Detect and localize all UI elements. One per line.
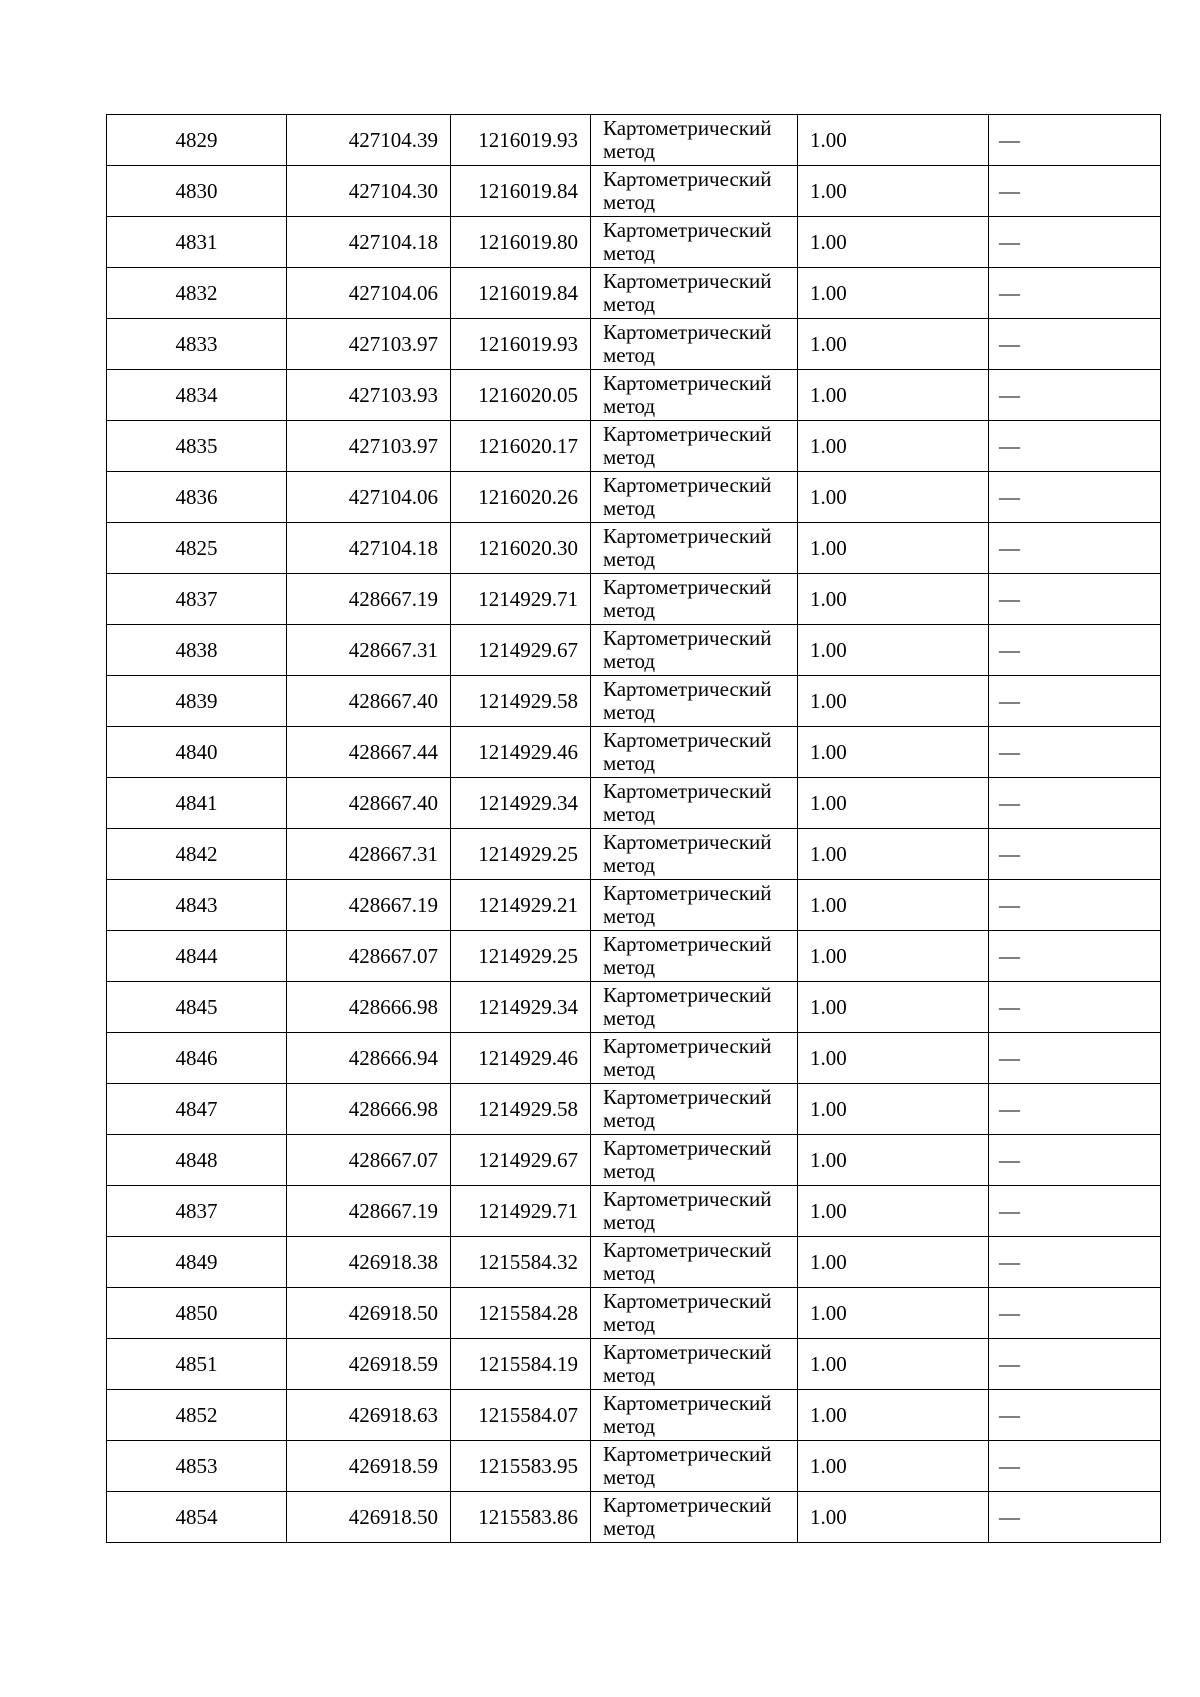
x-coordinate-cell: 426918.50 [287, 1288, 451, 1339]
method-text-line: Картометрический [603, 728, 772, 752]
description-cell: — [989, 727, 1161, 778]
method-text-line: метод [603, 1465, 656, 1489]
accuracy-cell: 1.00 [798, 676, 989, 727]
y-coordinate-cell: 1214929.34 [451, 982, 591, 1033]
method-cell [591, 1390, 798, 1441]
table-row [107, 472, 1161, 523]
y-coordinate-cell: 1214929.71 [451, 574, 591, 625]
coordinates-table [106, 114, 1161, 1543]
description-cell: — [989, 1441, 1161, 1492]
method-text-line: Картометрический [603, 1136, 772, 1160]
point-number-cell: 4825 [107, 523, 287, 574]
point-number-cell: 4846 [107, 1033, 287, 1084]
method-text-line: Картометрический [603, 1034, 772, 1058]
method-cell [591, 1084, 798, 1135]
coordinates-table-body [107, 115, 1161, 1543]
x-coordinate-cell: 428667.31 [287, 829, 451, 880]
accuracy-cell: 1.00 [798, 166, 989, 217]
table-row [107, 982, 1161, 1033]
description-cell: — [989, 268, 1161, 319]
accuracy-cell: 1.00 [798, 1033, 989, 1084]
description-cell: — [989, 523, 1161, 574]
method-text-line: метод [603, 1057, 656, 1081]
y-coordinate-cell: 1215583.95 [451, 1441, 591, 1492]
x-coordinate-cell: 428667.31 [287, 625, 451, 676]
x-coordinate-cell: 427103.97 [287, 319, 451, 370]
description-cell: — [989, 472, 1161, 523]
method-text-line: метод [603, 292, 656, 316]
y-coordinate-cell: 1216019.93 [451, 319, 591, 370]
method-text-line: Картометрический [603, 1289, 772, 1313]
method-text-line: метод [603, 751, 656, 775]
y-coordinate-cell: 1214929.46 [451, 727, 591, 778]
accuracy-cell: 1.00 [798, 523, 989, 574]
point-number-cell: 4832 [107, 268, 287, 319]
method-text-line: Картометрический [603, 116, 772, 140]
y-coordinate-cell: 1215584.07 [451, 1390, 591, 1441]
method-cell [591, 574, 798, 625]
method-cell [591, 727, 798, 778]
method-cell [591, 1492, 798, 1543]
method-text-line: Картометрический [603, 1442, 772, 1466]
x-coordinate-cell: 428667.44 [287, 727, 451, 778]
table-row [107, 1237, 1161, 1288]
method-text-line: Картометрический [603, 1187, 772, 1211]
method-text-line: Картометрический [603, 218, 772, 242]
accuracy-cell: 1.00 [798, 727, 989, 778]
point-number-cell: 4845 [107, 982, 287, 1033]
accuracy-cell: 1.00 [798, 1441, 989, 1492]
point-number-cell: 4852 [107, 1390, 287, 1441]
method-cell [591, 880, 798, 931]
x-coordinate-cell: 428666.98 [287, 982, 451, 1033]
point-number-cell: 4829 [107, 115, 287, 166]
accuracy-cell: 1.00 [798, 217, 989, 268]
method-text-line: Картометрический [603, 830, 772, 854]
method-cell [591, 268, 798, 319]
method-text-line: метод [603, 955, 656, 979]
description-cell: — [989, 217, 1161, 268]
table-row [107, 676, 1161, 727]
accuracy-cell: 1.00 [798, 1390, 989, 1441]
method-text-line: метод [603, 1006, 656, 1030]
description-cell: — [989, 319, 1161, 370]
description-cell: — [989, 778, 1161, 829]
accuracy-cell: 1.00 [798, 982, 989, 1033]
y-coordinate-cell: 1214929.34 [451, 778, 591, 829]
point-number-cell: 4833 [107, 319, 287, 370]
x-coordinate-cell: 426918.38 [287, 1237, 451, 1288]
x-coordinate-cell: 428667.07 [287, 931, 451, 982]
table-row [107, 1390, 1161, 1441]
x-coordinate-cell: 427104.18 [287, 523, 451, 574]
method-text-line: метод [603, 394, 656, 418]
method-text-line: метод [603, 904, 656, 928]
method-text-line: метод [603, 445, 656, 469]
table-row [107, 1288, 1161, 1339]
table-row [107, 115, 1161, 166]
y-coordinate-cell: 1214929.25 [451, 829, 591, 880]
description-cell: — [989, 370, 1161, 421]
method-text-line: метод [603, 343, 656, 367]
table-row [107, 829, 1161, 880]
accuracy-cell: 1.00 [798, 880, 989, 931]
x-coordinate-cell: 428667.07 [287, 1135, 451, 1186]
method-text-line: Картометрический [603, 269, 772, 293]
accuracy-cell: 1.00 [798, 1186, 989, 1237]
point-number-cell: 4839 [107, 676, 287, 727]
y-coordinate-cell: 1216019.84 [451, 268, 591, 319]
x-coordinate-cell: 428667.19 [287, 880, 451, 931]
y-coordinate-cell: 1214929.67 [451, 625, 591, 676]
x-coordinate-cell: 427103.93 [287, 370, 451, 421]
method-text-line: Картометрический [603, 677, 772, 701]
method-text-line: метод [603, 649, 656, 673]
table-row [107, 1441, 1161, 1492]
y-coordinate-cell: 1216020.26 [451, 472, 591, 523]
method-text-line: Картометрический [603, 1340, 772, 1364]
method-cell [591, 1237, 798, 1288]
y-coordinate-cell: 1216019.80 [451, 217, 591, 268]
table-row [107, 1186, 1161, 1237]
method-text-line: метод [603, 802, 656, 826]
point-number-cell: 4837 [107, 1186, 287, 1237]
y-coordinate-cell: 1214929.25 [451, 931, 591, 982]
point-number-cell: 4831 [107, 217, 287, 268]
method-text-line: метод [603, 1363, 656, 1387]
method-text-line: метод [603, 700, 656, 724]
method-text-line: метод [603, 190, 656, 214]
method-cell [591, 217, 798, 268]
method-text-line: Картометрический [603, 1493, 772, 1517]
x-coordinate-cell: 427104.06 [287, 268, 451, 319]
method-text-line: Картометрический [603, 983, 772, 1007]
x-coordinate-cell: 427103.97 [287, 421, 451, 472]
description-cell: — [989, 421, 1161, 472]
table-row [107, 880, 1161, 931]
x-coordinate-cell: 428667.40 [287, 676, 451, 727]
description-cell: — [989, 1492, 1161, 1543]
y-coordinate-cell: 1215584.32 [451, 1237, 591, 1288]
accuracy-cell: 1.00 [798, 472, 989, 523]
x-coordinate-cell: 427104.06 [287, 472, 451, 523]
x-coordinate-cell: 427104.39 [287, 115, 451, 166]
x-coordinate-cell: 426918.59 [287, 1441, 451, 1492]
x-coordinate-cell: 427104.30 [287, 166, 451, 217]
table-row [107, 778, 1161, 829]
table-row [107, 1135, 1161, 1186]
point-number-cell: 4837 [107, 574, 287, 625]
method-cell [591, 166, 798, 217]
table-row [107, 1033, 1161, 1084]
method-cell [591, 625, 798, 676]
method-text-line: метод [603, 1261, 656, 1285]
x-coordinate-cell: 427104.18 [287, 217, 451, 268]
description-cell: — [989, 982, 1161, 1033]
table-row [107, 268, 1161, 319]
accuracy-cell: 1.00 [798, 625, 989, 676]
point-number-cell: 4850 [107, 1288, 287, 1339]
accuracy-cell: 1.00 [798, 829, 989, 880]
accuracy-cell: 1.00 [798, 370, 989, 421]
point-number-cell: 4854 [107, 1492, 287, 1543]
point-number-cell: 4847 [107, 1084, 287, 1135]
description-cell: — [989, 931, 1161, 982]
method-cell [591, 829, 798, 880]
description-cell: — [989, 1390, 1161, 1441]
accuracy-cell: 1.00 [798, 1237, 989, 1288]
table-row [107, 625, 1161, 676]
table-row [107, 931, 1161, 982]
accuracy-cell: 1.00 [798, 1084, 989, 1135]
method-cell [591, 1288, 798, 1339]
method-cell [591, 523, 798, 574]
point-number-cell: 4853 [107, 1441, 287, 1492]
point-number-cell: 4841 [107, 778, 287, 829]
point-number-cell: 4848 [107, 1135, 287, 1186]
description-cell: — [989, 1135, 1161, 1186]
point-number-cell: 4843 [107, 880, 287, 931]
accuracy-cell: 1.00 [798, 1492, 989, 1543]
y-coordinate-cell: 1216020.05 [451, 370, 591, 421]
y-coordinate-cell: 1216020.17 [451, 421, 591, 472]
description-cell: — [989, 676, 1161, 727]
description-cell: — [989, 115, 1161, 166]
description-cell: — [989, 1084, 1161, 1135]
point-number-cell: 4830 [107, 166, 287, 217]
method-text-line: Картометрический [603, 932, 772, 956]
description-cell: — [989, 829, 1161, 880]
y-coordinate-cell: 1214929.71 [451, 1186, 591, 1237]
method-text-line: метод [603, 547, 656, 571]
method-cell [591, 778, 798, 829]
y-coordinate-cell: 1216019.84 [451, 166, 591, 217]
method-text-line: Картометрический [603, 1238, 772, 1262]
method-cell [591, 115, 798, 166]
method-text-line: метод [603, 241, 656, 265]
description-cell: — [989, 625, 1161, 676]
description-cell: — [989, 1033, 1161, 1084]
accuracy-cell: 1.00 [798, 115, 989, 166]
method-text-line: Картометрический [603, 575, 772, 599]
y-coordinate-cell: 1214929.67 [451, 1135, 591, 1186]
method-text-line: метод [603, 1516, 656, 1540]
method-text-line: метод [603, 1159, 656, 1183]
accuracy-cell: 1.00 [798, 778, 989, 829]
table-row [107, 370, 1161, 421]
point-number-cell: 4851 [107, 1339, 287, 1390]
method-text-line: метод [603, 139, 656, 163]
method-cell [591, 982, 798, 1033]
y-coordinate-cell: 1214929.46 [451, 1033, 591, 1084]
x-coordinate-cell: 426918.59 [287, 1339, 451, 1390]
method-text-line: Картометрический [603, 1085, 772, 1109]
y-coordinate-cell: 1215584.19 [451, 1339, 591, 1390]
point-number-cell: 4840 [107, 727, 287, 778]
accuracy-cell: 1.00 [798, 1288, 989, 1339]
method-text-line: метод [603, 1210, 656, 1234]
method-text-line: Картометрический [603, 422, 772, 446]
method-text-line: метод [603, 496, 656, 520]
description-cell: — [989, 166, 1161, 217]
method-text-line: метод [603, 598, 656, 622]
description-cell: — [989, 1186, 1161, 1237]
x-coordinate-cell: 428666.98 [287, 1084, 451, 1135]
x-coordinate-cell: 428666.94 [287, 1033, 451, 1084]
x-coordinate-cell: 426918.63 [287, 1390, 451, 1441]
y-coordinate-cell: 1215584.28 [451, 1288, 591, 1339]
y-coordinate-cell: 1215583.86 [451, 1492, 591, 1543]
accuracy-cell: 1.00 [798, 1135, 989, 1186]
accuracy-cell: 1.00 [798, 574, 989, 625]
point-number-cell: 4836 [107, 472, 287, 523]
table-row [107, 574, 1161, 625]
method-cell [591, 1135, 798, 1186]
method-cell [591, 1033, 798, 1084]
method-text-line: метод [603, 1414, 656, 1438]
method-cell [591, 1186, 798, 1237]
description-cell: — [989, 880, 1161, 931]
description-cell: — [989, 1237, 1161, 1288]
method-text-line: Картометрический [603, 524, 772, 548]
method-cell [591, 1441, 798, 1492]
method-cell [591, 319, 798, 370]
point-number-cell: 4844 [107, 931, 287, 982]
description-cell: — [989, 1288, 1161, 1339]
accuracy-cell: 1.00 [798, 268, 989, 319]
point-number-cell: 4834 [107, 370, 287, 421]
method-text-line: Картометрический [603, 473, 772, 497]
table-row [107, 319, 1161, 370]
table-row [107, 1339, 1161, 1390]
accuracy-cell: 1.00 [798, 421, 989, 472]
point-number-cell: 4835 [107, 421, 287, 472]
method-text-line: метод [603, 1312, 656, 1336]
point-number-cell: 4849 [107, 1237, 287, 1288]
y-coordinate-cell: 1216019.93 [451, 115, 591, 166]
table-row [107, 1084, 1161, 1135]
method-cell [591, 370, 798, 421]
x-coordinate-cell: 428667.19 [287, 1186, 451, 1237]
table-row [107, 727, 1161, 778]
y-coordinate-cell: 1214929.21 [451, 880, 591, 931]
method-text-line: Картометрический [603, 320, 772, 344]
table-row [107, 523, 1161, 574]
method-text-line: Картометрический [603, 779, 772, 803]
method-text-line: Картометрический [603, 626, 772, 650]
accuracy-cell: 1.00 [798, 931, 989, 982]
y-coordinate-cell: 1216020.30 [451, 523, 591, 574]
method-cell [591, 931, 798, 982]
description-cell: — [989, 574, 1161, 625]
table-row [107, 421, 1161, 472]
x-coordinate-cell: 428667.19 [287, 574, 451, 625]
method-cell [591, 472, 798, 523]
method-text-line: метод [603, 1108, 656, 1132]
method-cell [591, 1339, 798, 1390]
accuracy-cell: 1.00 [798, 319, 989, 370]
point-number-cell: 4838 [107, 625, 287, 676]
accuracy-cell: 1.00 [798, 1339, 989, 1390]
method-cell [591, 421, 798, 472]
method-cell [591, 676, 798, 727]
y-coordinate-cell: 1214929.58 [451, 676, 591, 727]
description-cell: — [989, 1339, 1161, 1390]
method-text-line: Картометрический [603, 1391, 772, 1415]
table-row [107, 1492, 1161, 1543]
table-row [107, 217, 1161, 268]
method-text-line: Картометрический [603, 167, 772, 191]
x-coordinate-cell: 428667.40 [287, 778, 451, 829]
point-number-cell: 4842 [107, 829, 287, 880]
y-coordinate-cell: 1214929.58 [451, 1084, 591, 1135]
method-text-line: Картометрический [603, 881, 772, 905]
table-row [107, 166, 1161, 217]
x-coordinate-cell: 426918.50 [287, 1492, 451, 1543]
method-text-line: метод [603, 853, 656, 877]
method-text-line: Картометрический [603, 371, 772, 395]
